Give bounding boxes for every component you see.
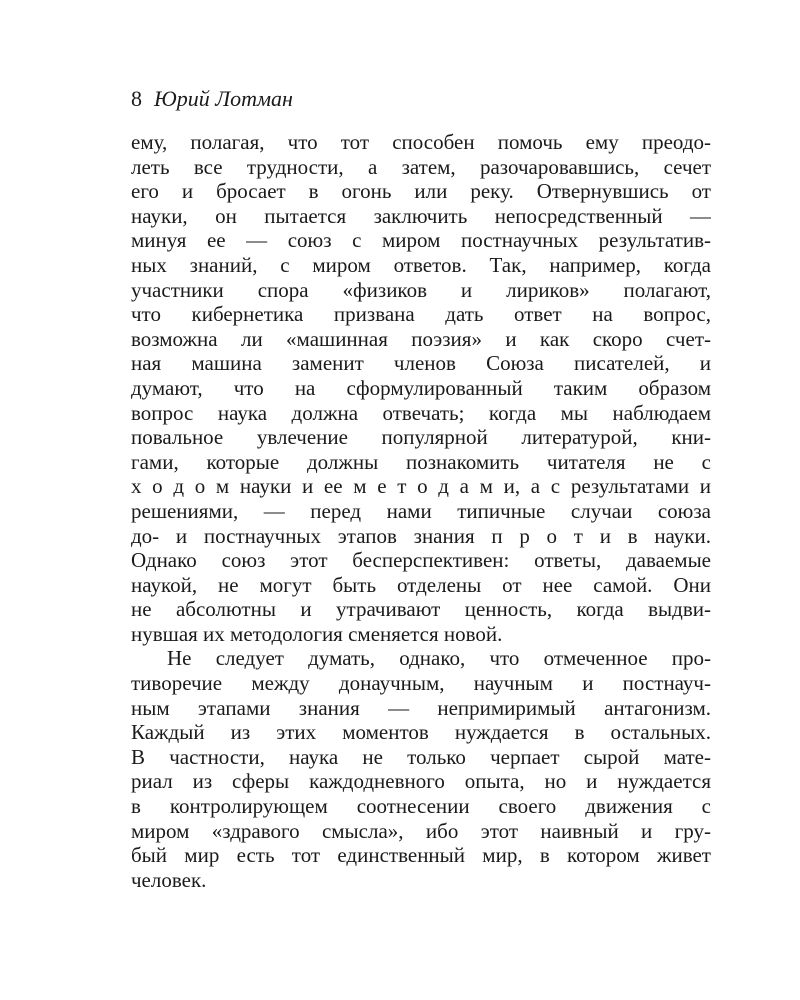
text-line: тиворечие между донаучным, научным и постнауч-	[131, 671, 711, 696]
text-line: науки, он пытается заключить непосредственный —	[131, 203, 711, 228]
text-line: возможна ли «машинная поэзия» и как скоро счет-	[131, 326, 711, 351]
text-line: Каждый из этих моментов нуждается в остальных.	[131, 720, 711, 745]
text-line: до- и постнаучных этапов знания п р о т и в науки.	[131, 523, 711, 548]
text-line: Однако союз этот бесперспективен: ответы, даваемые	[131, 548, 711, 573]
text-line: Не следует думать, однако, что отмеченное про-	[167, 646, 711, 671]
text-line: что кибернетика призвана дать ответ на вопрос,	[131, 302, 711, 327]
text-line: минуя ее — союз с миром постнаучных результатив-	[131, 228, 711, 253]
body-text	[131, 130, 711, 892]
text-line: риал из сферы каждодневного опыта, но и нуждается	[131, 769, 711, 794]
text-line: человек.	[131, 867, 207, 892]
text-line: решениями, — перед нами типичные случаи союза	[131, 498, 711, 523]
text-line: ему, полагая, что тот способен помочь ему преодо-	[131, 130, 711, 154]
text-line: В частности, наука не только черпает сырой мате-	[131, 744, 711, 769]
text-line: участники спора «физиков и лириков» полагают,	[131, 277, 711, 302]
text-line: миром «здравого смысла», ибо этот наивный и гру-	[131, 818, 711, 843]
text-line: нувшая их методология сменяется новой.	[131, 621, 503, 646]
running-head	[131, 86, 293, 112]
text-line: не абсолютны и утрачивают ценность, когда выдви-	[131, 597, 711, 622]
text-line: вопрос наука должна отвечать; когда мы наблюдаем	[131, 400, 711, 425]
text-line: его и бросает в огонь или реку. Отвернувшись от	[131, 179, 711, 204]
text-line: думают, что на сформулированный таким образом	[131, 375, 711, 400]
text-line: ным этапами знания — непримиримый антагонизм.	[131, 695, 711, 720]
text-line: х о д о м науки и ее м е т о д а м и, а с результатами и	[131, 474, 711, 499]
text-line: наукой, не могут быть отделены от нее самой. Они	[131, 572, 711, 597]
text-line: бый мир есть тот единственный мир, в котором живет	[131, 843, 711, 868]
paragraph-1	[131, 130, 711, 646]
running-head-author: Юрий Лотман	[154, 86, 293, 111]
text-line: в контролирующем соотнесении своего движения с	[131, 794, 711, 819]
text-line: ная машина заменит членов Союза писателей, и	[131, 351, 711, 376]
page-number: 8	[131, 86, 142, 111]
text-line: ных знаний, с миром ответов. Так, например, когда	[131, 252, 711, 277]
text-line: повальное увлечение популярной литературой, кни-	[131, 425, 711, 450]
text-line: леть все трудности, а затем, разочаровавшись, сечет	[131, 154, 711, 179]
paragraph-2	[131, 646, 711, 892]
text-line: гами, которые должны познакомить читателя не с	[131, 449, 711, 474]
